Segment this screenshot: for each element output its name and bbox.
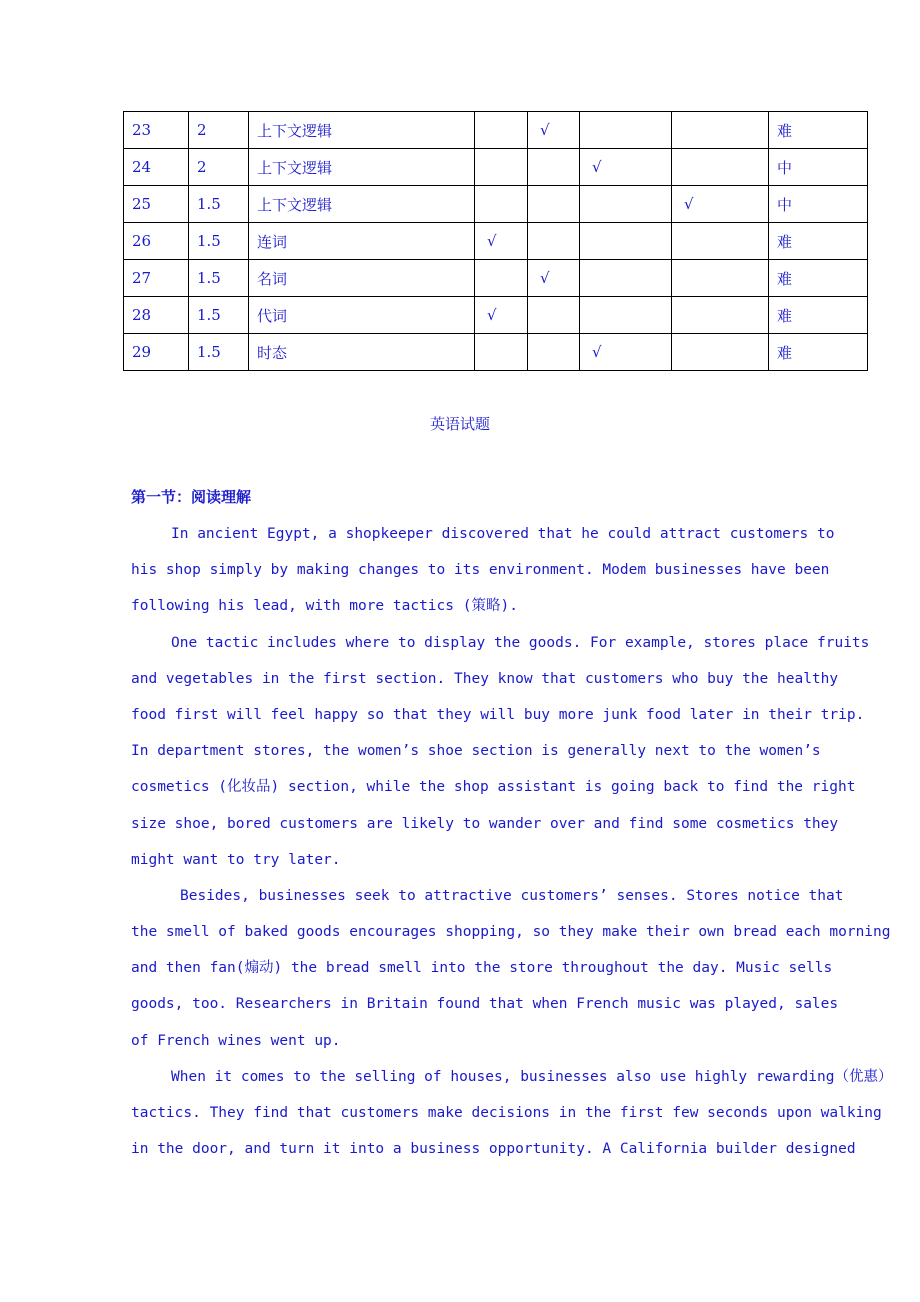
score-cell: 1.5 bbox=[189, 334, 249, 371]
question-number-cell: 25 bbox=[124, 186, 189, 223]
check-cell-2 bbox=[528, 149, 580, 186]
check-cell-2 bbox=[528, 297, 580, 334]
check-cell-2 bbox=[528, 334, 580, 371]
check-cell-3 bbox=[580, 186, 672, 223]
check-cell-3 bbox=[580, 260, 672, 297]
check-cell-4 bbox=[672, 297, 769, 334]
passage-line: size shoe, bored customers are likely to wander over and find some cosmetics they bbox=[131, 815, 839, 832]
question-number-cell: 29 bbox=[124, 334, 189, 371]
table-row bbox=[124, 260, 868, 297]
knowledge-point-cell: 名词 bbox=[249, 260, 475, 297]
passage-line: the smell of baked goods encourages shopping, so they make their own bread each morning bbox=[131, 924, 891, 941]
passage-line: In ancient Egypt, a shopkeeper discovered that he could attract customers to bbox=[171, 526, 835, 542]
difficulty-cell: 中 bbox=[769, 186, 868, 223]
passage-line: of French wines went up. bbox=[131, 1032, 341, 1049]
difficulty-cell: 难 bbox=[769, 112, 868, 149]
difficulty-cell: 难 bbox=[769, 297, 868, 334]
question-number-cell: 24 bbox=[124, 149, 189, 186]
difficulty-cell: 难 bbox=[769, 334, 868, 371]
table-row bbox=[124, 112, 868, 149]
score-cell: 2 bbox=[189, 112, 249, 149]
check-cell-4 bbox=[672, 334, 769, 371]
passage-line: might want to try later. bbox=[131, 851, 341, 868]
reading-passage bbox=[131, 516, 893, 1167]
check-cell-2: √ bbox=[528, 112, 580, 149]
table-row bbox=[124, 223, 868, 260]
passage-line: Besides, businesses seek to attractive customers’ senses. Stores notice that bbox=[180, 887, 844, 904]
knowledge-point-cell: 连词 bbox=[249, 223, 475, 260]
check-cell-4: √ bbox=[672, 186, 769, 223]
passage-line: One tactic includes where to display the goods. For example, stores place fruits bbox=[171, 634, 870, 651]
table-row bbox=[124, 297, 868, 334]
passage-line: food first will feel happy so that they will buy more junk food later in their trip. bbox=[131, 706, 865, 723]
document-title: 英语试题 bbox=[429, 415, 490, 433]
check-cell-1 bbox=[475, 260, 528, 297]
question-number-cell: 28 bbox=[124, 297, 189, 334]
check-cell-4 bbox=[672, 260, 769, 297]
check-cell-4 bbox=[672, 112, 769, 149]
check-cell-2 bbox=[528, 223, 580, 260]
passage-line: in the door, and turn it into a business opportunity. A California builder designed bbox=[131, 1141, 856, 1158]
knowledge-point-cell: 上下文逻辑 bbox=[249, 112, 475, 149]
check-cell-3: √ bbox=[580, 334, 672, 371]
knowledge-point-cell: 代词 bbox=[249, 297, 475, 334]
check-cell-3 bbox=[580, 112, 672, 149]
check-cell-2: √ bbox=[528, 260, 580, 297]
check-cell-4 bbox=[672, 223, 769, 260]
check-cell-1 bbox=[475, 112, 528, 149]
difficulty-cell: 难 bbox=[769, 223, 868, 260]
analysis-table-container bbox=[123, 111, 867, 371]
difficulty-cell: 中 bbox=[769, 149, 868, 186]
question-number-cell: 27 bbox=[124, 260, 189, 297]
section-heading: 第一节：阅读理解 bbox=[131, 488, 252, 506]
score-cell: 1.5 bbox=[189, 260, 249, 297]
knowledge-point-cell: 时态 bbox=[249, 334, 475, 371]
check-cell-1 bbox=[475, 186, 528, 223]
check-cell-1 bbox=[475, 334, 528, 371]
check-cell-1 bbox=[475, 149, 528, 186]
passage-line: When it comes to the selling of houses, businesses also use highly rewarding（优惠） bbox=[171, 1068, 893, 1085]
passage-line: In department stores, the women’s shoe section is generally next to the women’s bbox=[131, 743, 821, 760]
check-cell-1: √ bbox=[475, 297, 528, 334]
analysis-table-body bbox=[124, 112, 868, 371]
passage-line: following his lead, with more tactics (策略). bbox=[131, 598, 518, 615]
check-cell-3 bbox=[580, 223, 672, 260]
passage-line: goods, too. Researchers in Britain found that when French music was played, sales bbox=[131, 996, 839, 1013]
check-cell-1: √ bbox=[475, 223, 528, 260]
question-number-cell: 23 bbox=[124, 112, 189, 149]
check-cell-3 bbox=[580, 297, 672, 334]
difficulty-cell: 难 bbox=[769, 260, 868, 297]
table-row bbox=[124, 186, 868, 223]
passage-line: cosmetics (化妆品) section, while the shop assistant is going back to find the right bbox=[131, 779, 856, 796]
score-cell: 1.5 bbox=[189, 297, 249, 334]
passage-line: and vegetables in the first section. They know that customers who buy the healthy bbox=[131, 670, 839, 687]
score-cell: 1.5 bbox=[189, 223, 249, 260]
check-cell-4 bbox=[672, 149, 769, 186]
table-row bbox=[124, 149, 868, 186]
knowledge-point-cell: 上下文逻辑 bbox=[249, 149, 475, 186]
passage-line: tactics. They find that customers make decisions in the first few seconds upon walking bbox=[131, 1105, 882, 1121]
table-row bbox=[124, 334, 868, 371]
score-cell: 2 bbox=[189, 149, 249, 186]
score-cell: 1.5 bbox=[189, 186, 249, 223]
passage-line: his shop simply by making changes to its environment. Modem businesses have been bbox=[131, 562, 830, 579]
question-number-cell: 26 bbox=[124, 223, 189, 260]
analysis-table bbox=[123, 111, 868, 371]
check-cell-2 bbox=[528, 186, 580, 223]
check-cell-3: √ bbox=[580, 149, 672, 186]
knowledge-point-cell: 上下文逻辑 bbox=[249, 186, 475, 223]
passage-line: and then fan(煽动) the bread smell into the store throughout the day. Music sells bbox=[131, 960, 833, 977]
